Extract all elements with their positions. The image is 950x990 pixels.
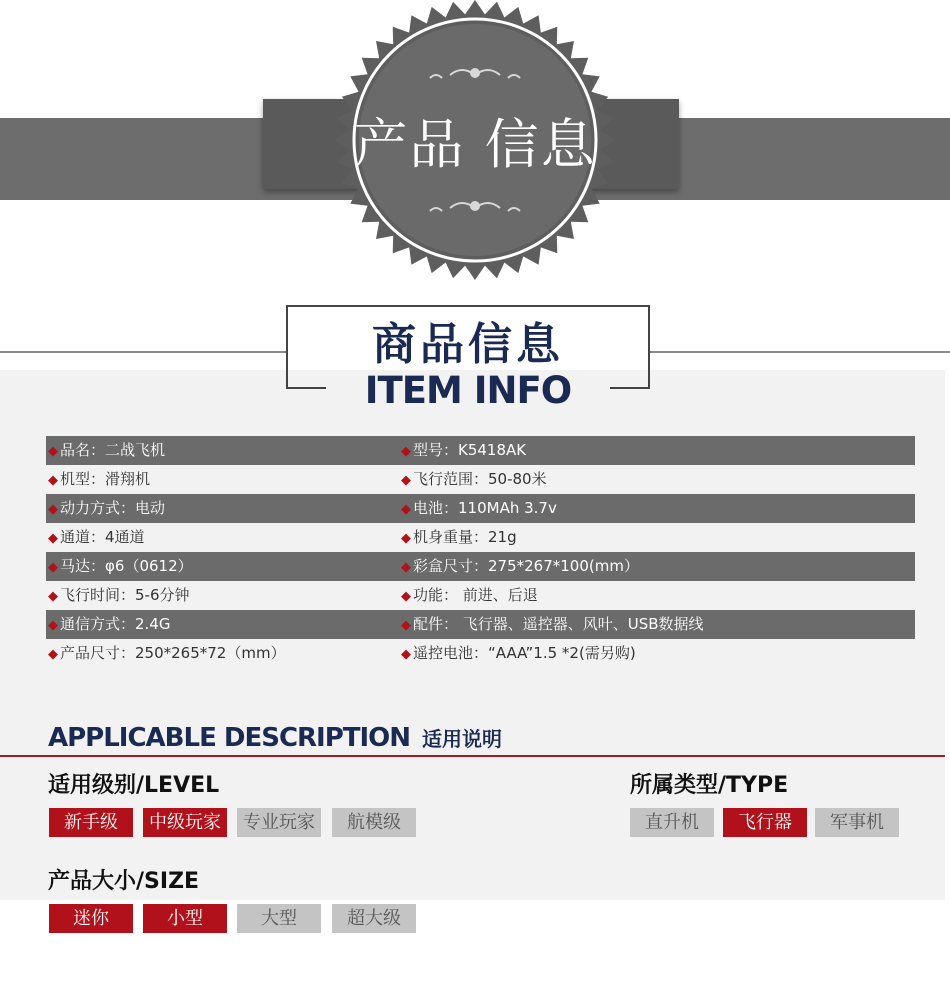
cell-text: 彩盒尺寸：275*267*100(mm）: [413, 557, 639, 575]
cell-text: 机型：滑翔机: [60, 470, 151, 488]
cell-text: 通信方式：2.4G: [60, 615, 171, 633]
diamond-icon: ◆: [401, 502, 411, 517]
diamond-icon: ◆: [401, 560, 411, 575]
applicable-title-en: APPLICABLE DESCRIPTION: [48, 723, 411, 753]
cell-text: 产品尺寸：250*265*72（mm）: [60, 644, 286, 662]
table-row: [46, 639, 915, 668]
header-title-en: ITEM INFO: [364, 369, 572, 412]
level-tag: 专业玩家: [237, 808, 321, 837]
table-cell: [401, 465, 547, 494]
level-tag: 中级玩家: [143, 808, 227, 837]
table-row: [46, 610, 915, 639]
size-tag: 大型: [237, 904, 321, 933]
level-tag: 航模级: [332, 808, 416, 837]
diamond-icon: ◆: [401, 647, 411, 662]
table-cell: [48, 552, 193, 581]
header-title-cn: 商品信息: [372, 319, 564, 370]
size-tag: 小型: [143, 904, 227, 933]
table-cell: [401, 639, 636, 668]
banner-title: 产品 信息: [353, 113, 597, 176]
table-cell: [48, 610, 170, 639]
table-row: [46, 523, 915, 552]
size-label: 产品大小/SIZE: [48, 869, 200, 894]
cell-text: 动力方式：电动: [60, 499, 166, 517]
table-cell: [48, 639, 286, 668]
cell-text: 电池：110MAh 3.7v: [413, 499, 557, 517]
cell-text: 品名：二战飞机: [60, 441, 166, 459]
diamond-icon: ◆: [401, 473, 411, 488]
table-cell: [401, 581, 538, 610]
diamond-icon: ◆: [48, 647, 58, 662]
type-label: 所属类型/TYPE: [630, 773, 789, 798]
applicable-divider: [0, 755, 945, 757]
cell-text: 型号：K5418AK: [413, 441, 527, 459]
size-tag: 迷你: [49, 904, 133, 933]
diamond-icon: ◆: [48, 589, 58, 604]
diamond-icon: ◆: [401, 618, 411, 633]
cell-text: 飞行时间：5-6分钟: [60, 586, 190, 604]
table-row: [46, 465, 915, 494]
cell-text: 通道：4通道: [60, 528, 145, 546]
cell-text: 配件： 飞行器、遥控器、风叶、USB数据线: [413, 615, 704, 633]
table-cell: [401, 436, 526, 465]
table-row: [46, 581, 915, 610]
table-cell: [48, 465, 150, 494]
table-cell: [48, 436, 165, 465]
table-cell: [48, 494, 165, 523]
type-tag: 军事机: [815, 808, 899, 837]
table-cell: [401, 610, 704, 639]
diamond-icon: ◆: [48, 473, 58, 488]
type-tag: 飞行器: [723, 808, 807, 837]
cell-text: 功能： 前进、后退: [413, 586, 538, 604]
cell-text: 遥控电池：“AAA”1.5 *2(需另购): [413, 644, 636, 662]
type-tag: 直升机: [630, 808, 714, 837]
level-label: 适用级别/LEVEL: [48, 773, 220, 798]
header-divider-left: [0, 351, 286, 353]
applicable-title-cn: 适用说明: [422, 727, 502, 751]
diamond-icon: ◆: [48, 444, 58, 459]
diamond-icon: ◆: [401, 531, 411, 546]
diamond-icon: ◆: [48, 502, 58, 517]
table-cell: [401, 523, 517, 552]
table-row: [46, 552, 915, 581]
cell-text: 马达：φ6（0612）: [60, 557, 193, 575]
header-divider-right: [650, 351, 950, 353]
table-row: [46, 494, 915, 523]
table-cell: [401, 494, 557, 523]
level-tag: 新手级: [49, 808, 133, 837]
diamond-icon: ◆: [48, 531, 58, 546]
table-cell: [48, 523, 145, 552]
diamond-icon: ◆: [48, 618, 58, 633]
diamond-icon: ◆: [401, 444, 411, 459]
table-cell: [401, 552, 639, 581]
diamond-icon: ◆: [401, 589, 411, 604]
cell-text: 飞行范围：50-80米: [413, 470, 547, 488]
table-row: [46, 436, 915, 465]
size-tag: 超大级: [332, 904, 416, 933]
cell-text: 机身重量：21g: [413, 528, 517, 546]
diamond-icon: ◆: [48, 560, 58, 575]
table-cell: [48, 581, 190, 610]
